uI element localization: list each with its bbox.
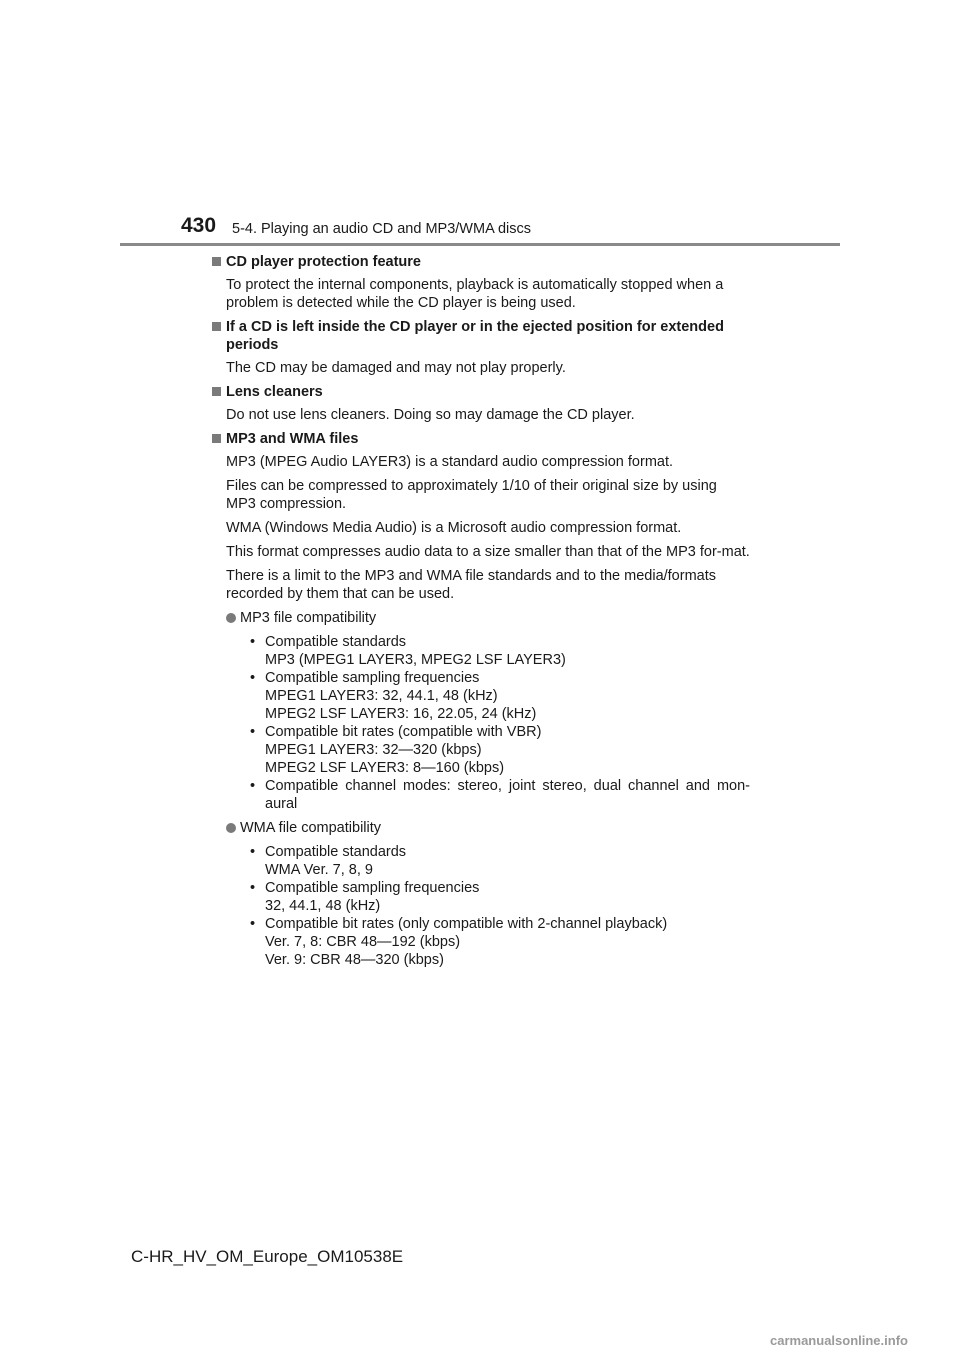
paragraph: Do not use lens cleaners. Doing so may damage the CD player. — [226, 407, 635, 423]
square-bullet-icon — [212, 434, 221, 443]
mp3-compatibility — [226, 609, 750, 813]
section-heading: CD player protection feature — [210, 253, 750, 271]
watermark: carmanualsonline.info — [770, 1333, 908, 1348]
section-heading: MP3 and WMA files — [210, 430, 750, 448]
document-code: C-HR_HV_OM_Europe_OM10538E — [131, 1247, 404, 1266]
square-bullet-icon — [212, 257, 221, 266]
paragraph: The CD may be damaged and may not play properly. — [226, 360, 566, 376]
section-title: 5-4. Playing an audio CD and MP3/WMA discs — [232, 221, 531, 237]
paragraph: This format compresses audio data to a size smaller than that of the MP3 for-mat. — [226, 544, 750, 560]
circle-bullet-icon — [226, 613, 236, 623]
page-content — [210, 253, 750, 975]
section-mp3-wma-files — [210, 430, 750, 969]
list-item: • Compatible channel modes: stereo, joint stereo, dual channel and mon- aural — [250, 778, 750, 812]
bullet-dot-icon: • — [250, 880, 256, 896]
subsection-title: MP3 file compatibility — [240, 610, 377, 626]
bullet-dot-icon: • — [250, 844, 256, 860]
square-bullet-icon — [212, 322, 221, 331]
paragraph: MP3 (MPEG Audio LAYER3) is a standard audio compression format. — [226, 454, 674, 470]
list-item: • Compatible standards MP3 (MPEG1 LAYER3, MPEG2 LSF LAYER3) — [250, 634, 566, 668]
section-cd-protection — [210, 253, 750, 312]
section-heading: Lens cleaners — [210, 383, 750, 401]
list-item: • Compatible bit rates (only compatible with 2-channel playback) Ver. 7, 8: CBR 48—192 (kbps) Ver. 9: CBR 48—320 (kbps) — [250, 916, 668, 968]
page-number: 430 — [181, 214, 217, 237]
list-item: • Compatible bit rates (compatible with VBR) MPEG1 LAYER3: 32—320 (kbps) MPEG2 LSF LAYER3: 8—160 (kbps) — [250, 724, 542, 776]
paragraph: WMA (Windows Media Audio) is a Microsoft audio compression format. — [226, 520, 682, 536]
circle-bullet-icon — [226, 823, 236, 833]
square-bullet-icon — [212, 387, 221, 396]
subsection-title: WMA file compatibility — [240, 820, 382, 836]
section-heading: If a CD is left inside the CD player or in the ejected position for extended periods — [210, 318, 750, 354]
list-item: • Compatible sampling frequencies MPEG1 LAYER3: 32, 44.1, 48 (kHz) MPEG2 LSF LAYER3: 16, 22.05, 24 (kHz) — [250, 670, 537, 722]
mp3-compat-list — [240, 633, 750, 813]
bullet-dot-icon: • — [250, 670, 256, 686]
section-cd-left-inside — [210, 318, 750, 377]
wma-compat-list — [240, 843, 750, 969]
paragraph: Files can be compressed to approximately 1/10 of their original size by using MP3 compression. — [226, 478, 717, 512]
wma-compatibility — [226, 819, 750, 969]
bullet-dot-icon: • — [250, 916, 256, 932]
bullet-dot-icon: • — [250, 724, 256, 740]
list-item: • Compatible standards WMA Ver. 7, 8, 9 — [250, 844, 407, 878]
page-header — [0, 0, 960, 250]
bullet-dot-icon: • — [250, 634, 256, 650]
header-divider — [120, 243, 840, 246]
paragraph: There is a limit to the MP3 and WMA file standards and to the media/formats recorded by them that can be used. — [226, 568, 716, 602]
section-lens-cleaners — [210, 383, 750, 424]
bullet-dot-icon: • — [250, 778, 256, 794]
paragraph: To protect the internal components, playback is automatically stopped when a problem is detected while the CD player is being used. — [226, 277, 724, 311]
list-item: • Compatible sampling frequencies 32, 44.1, 48 (kHz) — [250, 880, 480, 914]
